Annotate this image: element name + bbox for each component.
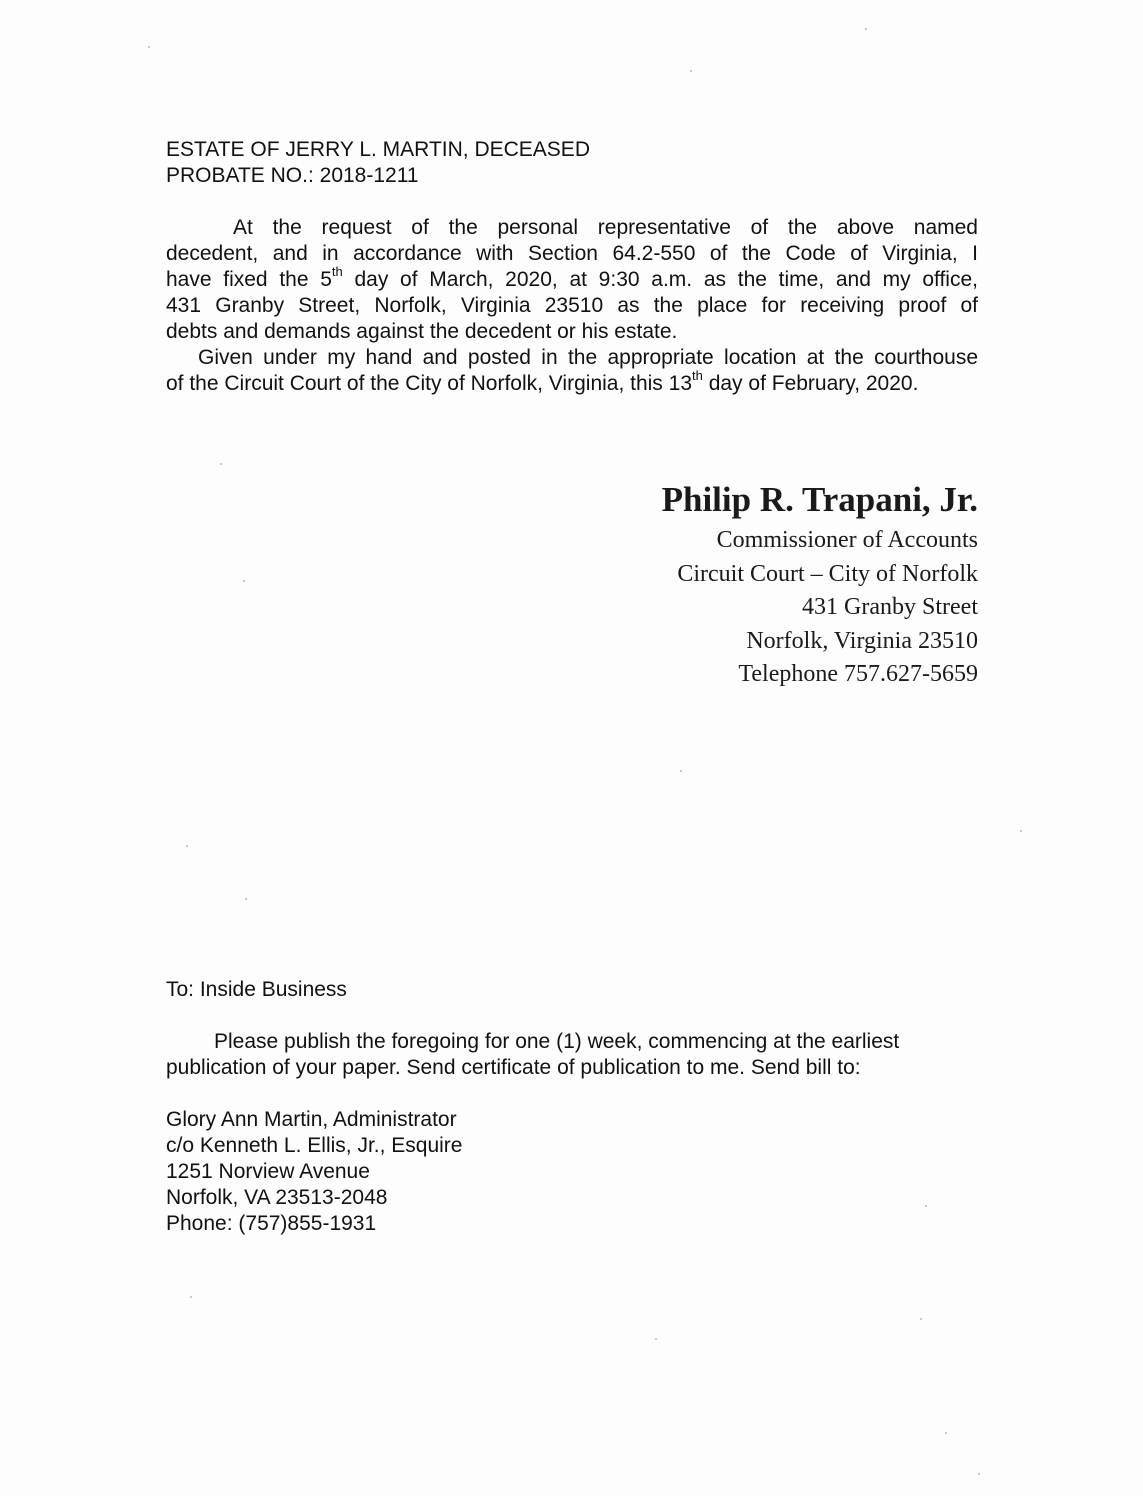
notice-paragraph-2 <box>166 345 978 397</box>
notice-text: have fixed the 5 <box>166 268 332 291</box>
notice-text: day of March, 2020, at 9:30 a.m. as the time, and my office, <box>342 268 978 291</box>
notice-line <box>166 368 978 397</box>
scan-speck <box>148 46 150 48</box>
notice-body <box>166 215 978 397</box>
bill-to-city: Norfolk, VA 23513-2048 <box>166 1186 388 1209</box>
notice-line <box>166 264 978 293</box>
scan-speck <box>190 1296 192 1298</box>
notice-line: debts and demands against the decedent or his estate. <box>166 320 678 343</box>
scan-speck <box>945 1432 947 1434</box>
notice-text: of the Circuit Court of the City of Norfolk, Virginia, this 13 <box>166 372 693 395</box>
scan-speck <box>655 1338 657 1340</box>
bill-to-care-of: c/o Kenneth L. Ellis, Jr., Esquire <box>166 1134 463 1157</box>
signer-name: Philip R. Trapani, Jr. <box>661 480 978 519</box>
notice-paragraph-1 <box>166 215 978 345</box>
signer-city: Norfolk, Virginia 23510 <box>746 627 978 654</box>
bill-to-address <box>166 1107 462 1237</box>
signer-street: 431 Granby Street <box>802 594 978 620</box>
signature-block <box>662 476 978 692</box>
notice-line: At the request of the personal representative of the above named <box>233 216 978 239</box>
publish-instructions <box>166 1029 956 1081</box>
scan-speck <box>1020 830 1022 832</box>
notice-line: decedent, and in accordance with Section 64.2-550 of the Code of Virginia, I <box>166 242 978 265</box>
scan-speck <box>220 463 222 465</box>
scan-speck <box>920 1318 922 1320</box>
signer-phone: Telephone 757.627-5659 <box>738 661 978 687</box>
ordinal-suffix: th <box>331 264 343 279</box>
notice-line: Given under my hand and posted in the appropriate location at the courthouse <box>198 346 978 369</box>
case-caption <box>166 137 866 189</box>
notice-text: day of February, 2020. <box>702 372 919 395</box>
signer-title: Commissioner of Accounts <box>716 527 978 553</box>
scan-speck <box>245 898 247 900</box>
ordinal-suffix: th <box>692 368 703 383</box>
scan-speck <box>186 845 188 847</box>
scan-speck <box>925 1205 927 1207</box>
scan-speck <box>865 28 867 30</box>
bill-to-street: 1251 Norview Avenue <box>166 1160 370 1183</box>
bill-to-name: Glory Ann Martin, Administrator <box>166 1108 457 1131</box>
publish-line: Please publish the foregoing for one (1) week, commencing at the earliest <box>214 1030 900 1053</box>
bill-to-phone: Phone: (757)855-1931 <box>166 1212 377 1235</box>
probate-number: PROBATE NO.: 2018-1211 <box>166 164 419 187</box>
publish-line: publication of your paper. Send certificate of publication to me. Send bill to: <box>166 1056 861 1079</box>
signer-court: Circuit Court – City of Norfolk <box>677 560 978 587</box>
notice-line: 431 Granby Street, Norfolk, Virginia 23510 as the place for receiving proof of <box>166 294 978 317</box>
scan-speck <box>680 770 682 772</box>
scan-speck <box>243 580 245 582</box>
scan-speck <box>978 1473 980 1475</box>
scan-speck <box>690 70 692 72</box>
recipient-line: To: Inside Business <box>166 978 347 1001</box>
estate-title: ESTATE OF JERRY L. MARTIN, DECEASED <box>166 138 590 161</box>
